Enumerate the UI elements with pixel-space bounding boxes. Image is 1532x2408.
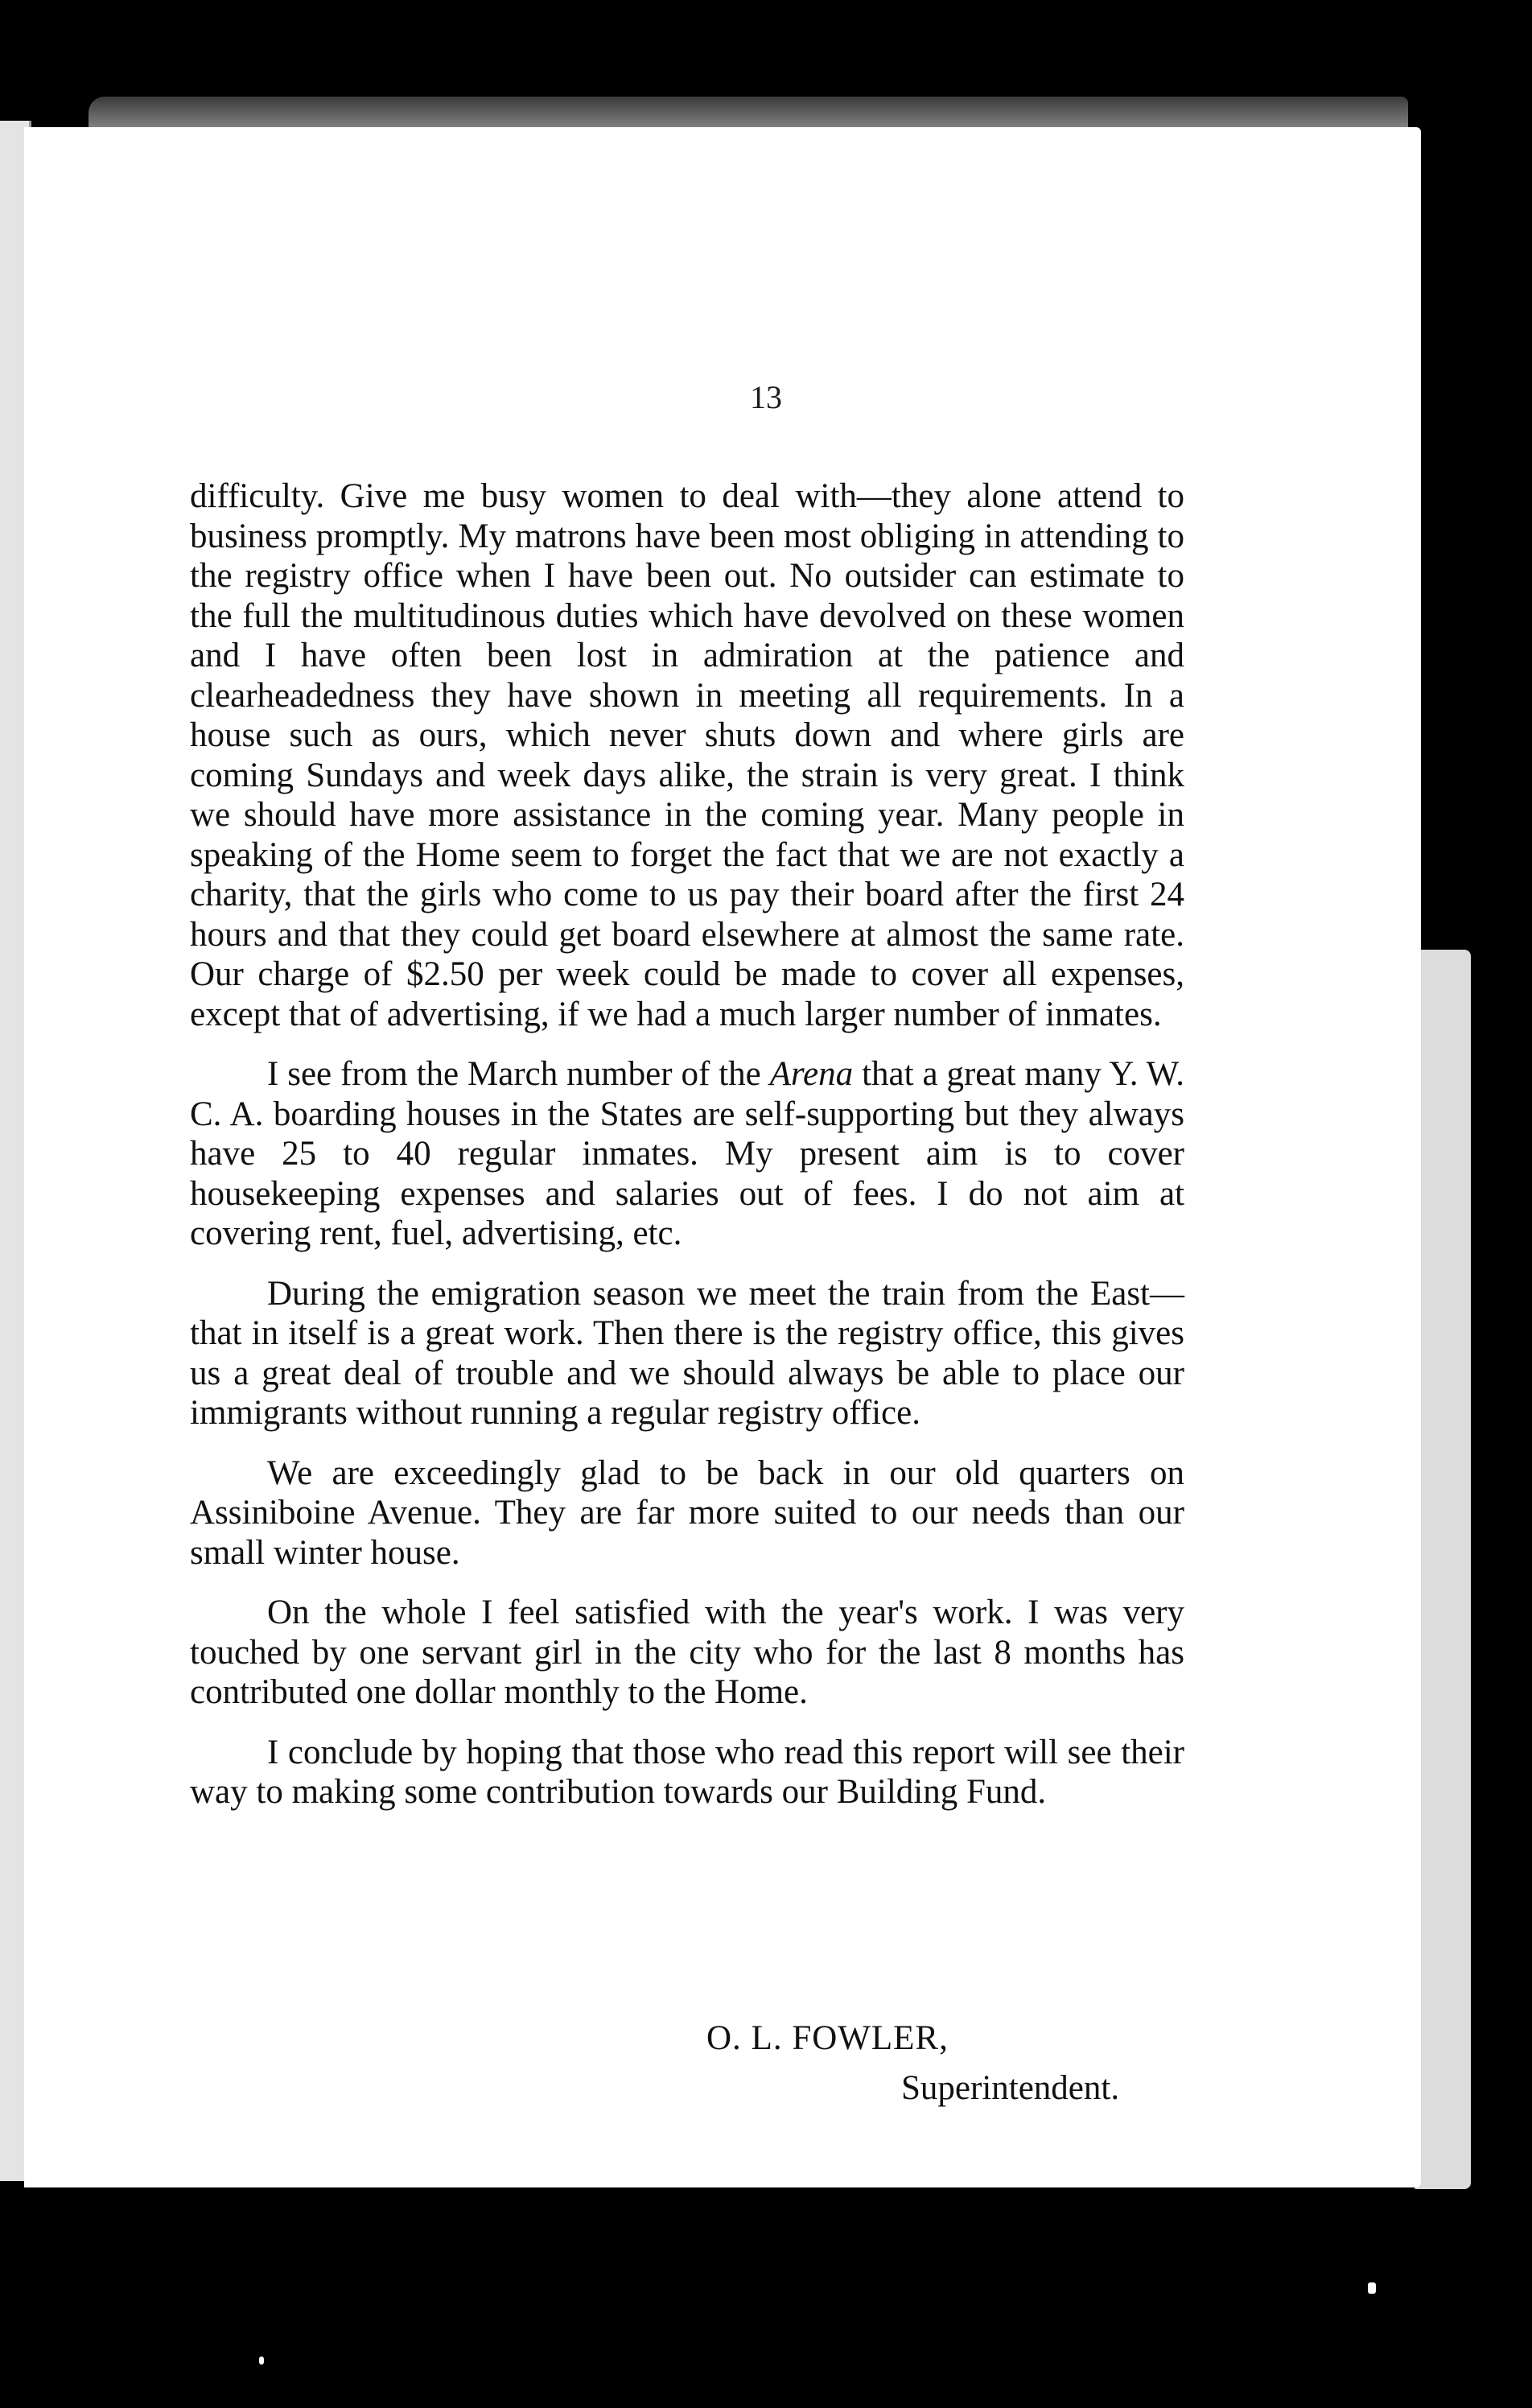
paragraph-4: We are exceedingly glad to be back in our old quarters on Assiniboine Avenue. They are far more suited to our needs than our small winter house. (190, 1453, 1184, 1572)
paragraph-5: On the whole I feel satisfied with the year's work. I was very touched by one servant girl in the city who for the last 8 months has contributed one dollar monthly to the Home. (190, 1594, 1184, 1711)
paragraph-6: I conclude by hoping that those who read this report will see their way to making some contribution towards our Building Fund. (190, 1733, 1184, 1811)
page-stack-edge (1415, 950, 1471, 2189)
paragraph-2-text-after: that a great many Y. W. C. A. boarding houses in the States are self-supporting but they always have 25 to 40 regular inmates. My present aim is to cover housekeeping expenses and salaries out of fees. I do not aim at covering rent, fuel, advertising, etc. (190, 1055, 1184, 1252)
paragraph-2-text-before: I see from the March number of the (267, 1055, 770, 1093)
paragraph-1: difficulty. Give me busy women to deal with—they alone attend to business promptly. My matrons have been most obliging in attending to the registry office when I have been out. No outsider can estimate to the full the multitudinous duties which have devolved on these women and I have often been lost in admiration at the patience and clearheadedness they have shown in meeting all requirements. In a house such as ours, which never shuts down and where girls are coming Sundays and week days alike, the strain is very great. I think we should have more assistance in the coming year. Many people in speaking of the Home seem to forget the fact that we are not exactly a charity, that the girls who come to us pay their board after the first 24 hours and that they could get board elsewhere at almost the same rate. Our charge of $2.50 per week could be made to cover all expenses, except that of advertising, if we had a much larger number of inmates. (190, 477, 1184, 1033)
scan-speck (1368, 2282, 1376, 2294)
arena-title: Arena (769, 1055, 854, 1093)
page-number: 13 (750, 379, 782, 415)
signatory-title: Superintendent. (901, 2069, 1120, 2107)
paragraph-3: During the emigration season we meet the train from the East—that in itself is a great work. Then there is the registry office, this gives us a great deal of trouble and we should always be able to place our immigrants without running a regular registry office. (190, 1274, 1184, 1432)
body-text (190, 476, 1184, 1812)
signatory-name: O. L. FOWLER, (706, 2019, 949, 2057)
paragraph-2 (190, 1054, 1184, 1254)
scan-speck (259, 2356, 264, 2365)
